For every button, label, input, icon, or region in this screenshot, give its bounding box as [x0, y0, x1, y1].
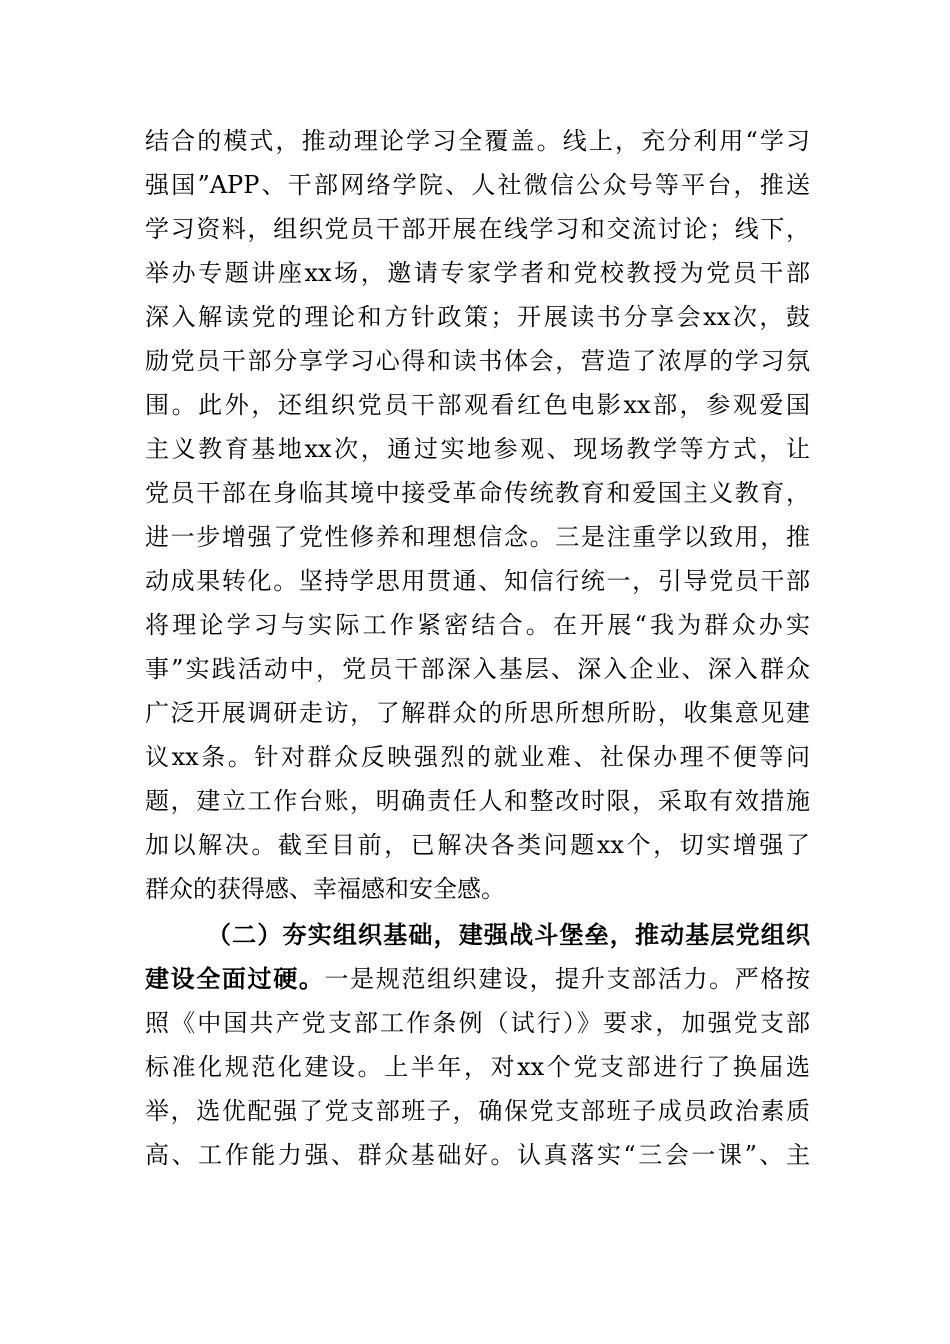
paragraph-1 [145, 119, 810, 911]
document-body [145, 119, 810, 1177]
text-line: 广泛开展调研走访，了解群众的所思所想所盼，收集意见建 [145, 699, 810, 727]
text-line: 主义教育基地xx次，通过实地参观、现场教学等方式，让 [145, 435, 810, 463]
text-span: 一是规范组织建设，提升支部活力。严格按 [324, 965, 811, 993]
text-line: 举办专题讲座xx场，邀请专家学者和党校教授为党员干部 [145, 259, 810, 287]
section-heading: （二）夯实组织基础，建强战斗堡垒，推动基层党组织 [207, 920, 810, 949]
text-line: 学习资料，组织党员干部开展在线学习和交流讨论；线下， [145, 215, 810, 243]
text-line [145, 957, 810, 1001]
text-line: 将理论学习与实际工作紧密结合。在开展“我为群众办实 [145, 611, 810, 639]
text-line: 励党员干部分享学习心得和读书体会，营造了浓厚的学习氛 [145, 347, 810, 375]
text-line: 围。此外，还组织党员干部观看红色电影xx部，参观爱国 [145, 391, 810, 419]
text-line: 深入解读党的理论和方针政策；开展读书分享会xx次，鼓 [145, 303, 810, 331]
text-line: 进一步增强了党性修养和理想信念。三是注重学以致用，推 [145, 523, 810, 551]
text-line: 题，建立工作台账，明确责任人和整改时限，采取有效措施 [145, 787, 810, 815]
text-line: 议xx条。针对群众反映强烈的就业难、社保办理不便等问 [145, 743, 810, 771]
text-line: 标准化规范化建设。上半年，对xx个党支部进行了换届选 [145, 1053, 810, 1081]
text-line: 举，选优配强了党支部班子，确保党支部班子成员政治素质 [145, 1097, 810, 1125]
section-heading-end: 建设全面过硬。 [145, 964, 325, 993]
text-line: 群众的获得感、幸福感和安全感。 [145, 875, 505, 903]
text-line: 加以解决。截至目前，已解决各类问题xx个，切实增强了 [145, 831, 810, 859]
text-line: 动成果转化。坚持学思用贯通、知信行统一，引导党员干部 [145, 567, 810, 595]
text-line: 照《中国共产党支部工作条例（试行）》要求，加强党支部 [145, 1009, 810, 1037]
text-line: 强国”APP、干部网络学院、人社微信公众号等平台，推送 [145, 171, 810, 199]
text-line: 高、工作能力强、群众基础好。认真落实“三会一课”、主 [145, 1141, 810, 1169]
text-line: 结合的模式，推动理论学习全覆盖。线上，充分利用“学习 [145, 127, 810, 155]
text-line: 党员干部在身临其境中接受革命传统教育和爱国主义教育， [145, 479, 810, 507]
paragraph-2 [145, 913, 810, 1177]
text-line: 事”实践活动中，党员干部深入基层、深入企业、深入群众 [145, 655, 810, 683]
